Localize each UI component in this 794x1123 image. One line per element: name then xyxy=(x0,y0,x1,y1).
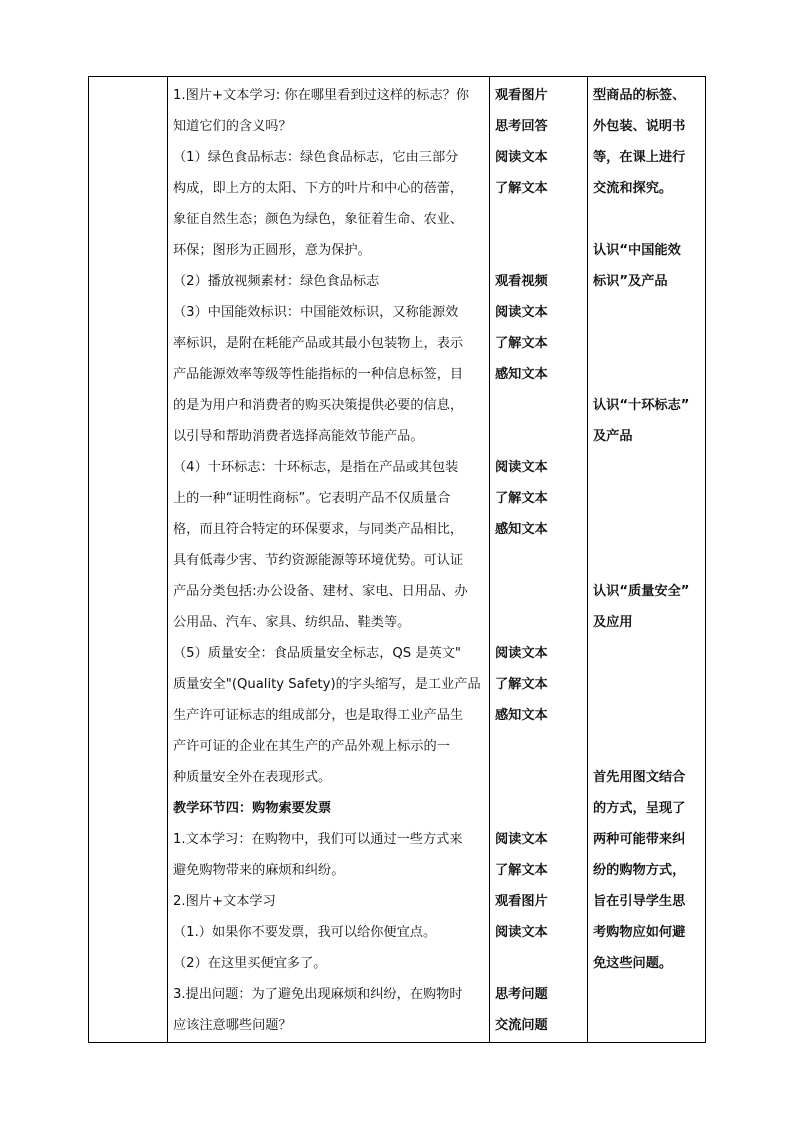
content-line: 上的一种“证明性商标”。它表明产品不仅质量合 xyxy=(173,491,451,506)
content-line: 教学环节四：购物索要发票 xyxy=(173,801,332,816)
content-line: 率标识，是附在耗能产品或其最小包装物上，表示 xyxy=(173,336,464,351)
content-line: 生产许可证标志的组成部分，也是取得工业产品生 xyxy=(173,708,464,723)
intent-line: 认识“中国能效 xyxy=(593,243,681,258)
activity-line: 阅读文本 xyxy=(495,305,548,320)
intent-line xyxy=(593,328,705,359)
content-line: 种质量安全外在表现形式。 xyxy=(173,770,332,785)
content-line: 的是为用户和消费者的购买决策提供必要的信息， xyxy=(173,398,464,413)
intent-line: 认识“十环标志” xyxy=(593,398,690,413)
intent-line xyxy=(593,514,705,545)
intent-line xyxy=(593,700,705,731)
activity-line: 感知文本 xyxy=(495,708,548,723)
activity-line: 观看图片 xyxy=(495,894,548,909)
content-line: 质量安全"(Quality Safety)的字头缩写，是工业产品 xyxy=(173,677,481,692)
content-line: 象征自然生态；颜色为绿色，象征着生命、农业、 xyxy=(173,212,464,227)
activity-line: 阅读文本 xyxy=(495,832,548,847)
activity-line: 了解文本 xyxy=(495,491,548,506)
activity-line: 感知文本 xyxy=(495,522,548,537)
intent-line: 外包装、说明书 xyxy=(593,119,686,134)
content-line: （1）绿色食品标志：绿色食品标志，它由三部分 xyxy=(173,150,459,165)
activity-line xyxy=(495,576,587,607)
activity-line: 感知文本 xyxy=(495,367,548,382)
intent-line xyxy=(593,731,705,762)
intent-line: 认识“质量安全” xyxy=(593,584,690,599)
intent-line: 两种可能带来纠 xyxy=(593,832,686,847)
intent-line: 旨在引导学生思 xyxy=(593,894,686,909)
content-line: 格，而且符合特定的环保要求，与同类产品相比， xyxy=(173,522,464,537)
activity-line: 阅读文本 xyxy=(495,646,548,661)
content-line: （4）十环标志：十环标志，是指在产品或其包装 xyxy=(173,460,459,475)
student-activity-column xyxy=(495,80,587,1041)
activity-line xyxy=(495,235,587,266)
teaching-content-column xyxy=(173,80,489,1041)
column-divider xyxy=(489,77,490,1042)
content-line: 产品能源效率等级等性能指标的一种信息标签，目 xyxy=(173,367,464,382)
activity-line xyxy=(495,731,587,762)
intent-line xyxy=(593,669,705,700)
activity-line: 阅读文本 xyxy=(495,460,548,475)
content-line: 公用品、汽车、家具、纺织品、鞋类等。 xyxy=(173,615,411,630)
activity-line: 观看视频 xyxy=(495,274,548,289)
activity-line: 了解文本 xyxy=(495,181,548,196)
content-line: 1.图片+文本学习: 你在哪里看到过这样的标志？你 xyxy=(173,88,470,103)
activity-line xyxy=(495,545,587,576)
intent-line: 及应用 xyxy=(593,615,633,630)
intent-line: 免这些问题。 xyxy=(593,956,673,971)
content-line: 2.图片+文本学习 xyxy=(173,894,276,909)
intent-line: 型商品的标签、 xyxy=(593,88,686,103)
activity-line: 思考回答 xyxy=(495,119,548,134)
content-line: （5）质量安全：食品质量安全标志，QS 是英文" xyxy=(173,646,461,661)
intent-line xyxy=(593,483,705,514)
intent-line: 纷的购物方式， xyxy=(593,863,686,878)
content-line: 应该注意哪些问题？ xyxy=(173,1018,292,1033)
content-line: 产品分类包括:办公设备、建材、家电、日用品、办 xyxy=(173,584,468,599)
intent-line xyxy=(593,359,705,390)
activity-line: 阅读文本 xyxy=(495,150,548,165)
intent-line xyxy=(593,638,705,669)
content-line: 以引导和帮助消费者选择高能效节能产品。 xyxy=(173,429,424,444)
content-line: 构成，即上方的太阳、下方的叶片和中心的蓓蕾， xyxy=(173,181,464,196)
intent-line: 等，在课上进行 xyxy=(593,150,686,165)
intent-line xyxy=(593,545,705,576)
activity-line xyxy=(495,762,587,793)
intent-line: 的方式，呈现了 xyxy=(593,801,686,816)
intent-line xyxy=(593,204,705,235)
content-line: 知道它们的含义吗？ xyxy=(173,119,292,134)
lesson-table xyxy=(88,76,706,1043)
intent-line: 交流和探究。 xyxy=(593,181,673,196)
intent-line: 及产品 xyxy=(593,429,633,444)
column-divider xyxy=(167,77,168,1042)
activity-line: 了解文本 xyxy=(495,677,548,692)
activity-line xyxy=(495,390,587,421)
content-line: 1.文本学习：在购物中，我们可以通过一些方式来 xyxy=(173,832,463,847)
activity-line: 观看图片 xyxy=(495,88,548,103)
intent-line xyxy=(593,452,705,483)
content-line: （3）中国能效标识：中国能效标识，又称能源效 xyxy=(173,305,459,320)
activity-line xyxy=(495,948,587,979)
activity-line xyxy=(495,607,587,638)
intent-line xyxy=(593,297,705,328)
design-intent-column xyxy=(593,80,705,979)
activity-line xyxy=(495,421,587,452)
intent-line: 考购物应如何避 xyxy=(593,925,686,940)
activity-line: 思考问题 xyxy=(495,987,548,1002)
content-line: 产许可证的企业在其生产的产品外观上标示的一 xyxy=(173,739,450,754)
intent-line: 首先用图文结合 xyxy=(593,770,686,785)
content-line: （2）在这里买便宜多了。 xyxy=(173,956,327,971)
content-line: 避免购物带来的麻烦和纠纷。 xyxy=(173,863,345,878)
activity-line xyxy=(495,204,587,235)
activity-line: 了解文本 xyxy=(495,863,548,878)
column-divider xyxy=(587,77,588,1042)
activity-line: 阅读文本 xyxy=(495,925,548,940)
content-line: （1.）如果你不要发票，我可以给你便宜点。 xyxy=(173,925,437,940)
activity-line: 了解文本 xyxy=(495,336,548,351)
content-line: 具有低毒少害、节约资源能源等环境优势。可认证 xyxy=(173,553,464,568)
content-line: 环保；图形为正圆形，意为保护。 xyxy=(173,243,371,258)
activity-line: 交流问题 xyxy=(495,1018,548,1033)
activity-line xyxy=(495,793,587,824)
intent-line: 标识”及产品 xyxy=(593,274,668,289)
content-line: （2）播放视频素材：绿色食品标志 xyxy=(173,274,380,289)
content-line: 3.提出问题：为了避免出现麻烦和纠纷，在购物时 xyxy=(173,987,463,1002)
